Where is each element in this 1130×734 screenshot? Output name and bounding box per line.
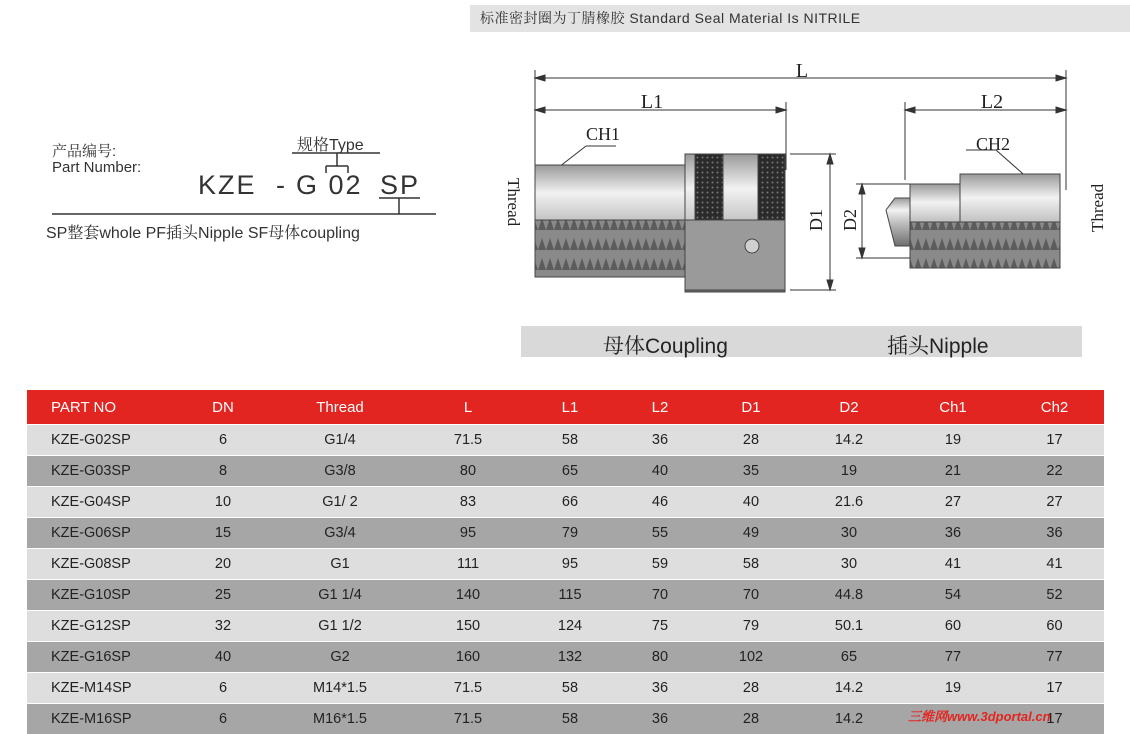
table-row (27, 580, 1104, 610)
table-cell: 28 (742, 432, 760, 448)
header-cell: L2 (651, 398, 669, 416)
code-series: G 02 (296, 170, 363, 200)
table-cell: 71.5 (453, 432, 483, 448)
table-cell: 36 (944, 525, 962, 541)
table-cell: 36 (651, 680, 669, 696)
table-cell: 83 (459, 494, 477, 510)
dim-L2-label: L2 (980, 91, 1004, 113)
dim-D1-label: D1 (806, 209, 826, 231)
table-cell: 44.8 (834, 587, 864, 603)
table-cell: 77 (944, 649, 962, 665)
code-dash: - (276, 170, 287, 200)
table-cell: 70 (742, 587, 760, 603)
part-number-cell: KZE-G10SP (51, 587, 131, 603)
table-cell: 70 (651, 587, 669, 603)
table-cell: 58 (742, 556, 760, 572)
part-number-cell: KZE-G03SP (51, 463, 131, 479)
table-cell: 14.2 (834, 711, 864, 727)
table-cell: 21 (944, 463, 962, 479)
table-cell: 40 (742, 494, 760, 510)
table-header (27, 390, 1104, 424)
type-label: 规格Type (297, 137, 364, 154)
table-cell: 160 (455, 649, 481, 665)
header-cell: Ch1 (939, 398, 967, 416)
table-cell: 6 (218, 432, 228, 448)
table-cell: G1 (330, 556, 350, 572)
header-cell: D1 (741, 398, 761, 416)
header-cell: Ch2 (1040, 398, 1069, 416)
table-cell: 50.1 (834, 618, 864, 634)
spec-table (27, 390, 1104, 734)
table-cell: 27 (1046, 494, 1063, 510)
header-cell: DN (212, 398, 234, 416)
table-cell: 22 (1046, 463, 1063, 479)
part-number-cell: KZE-G06SP (51, 525, 131, 541)
header-cell: PART NO (51, 398, 117, 416)
dim-L1-label: L1 (640, 91, 664, 113)
part-number-cell: KZE-G16SP (51, 649, 131, 665)
table-cell: 77 (1046, 649, 1063, 665)
table-cell: 102 (738, 649, 764, 665)
table-cell: 41 (944, 556, 962, 572)
table-cell: 79 (561, 525, 579, 541)
table-cell: 14.2 (834, 680, 864, 696)
table-cell: G1/4 (324, 432, 356, 448)
table-row (27, 518, 1104, 548)
table-cell: 28 (742, 711, 760, 727)
table-cell: 71.5 (453, 680, 483, 696)
header-cell: D2 (839, 398, 859, 416)
table-cell: 32 (214, 618, 232, 634)
table-cell: 30 (840, 525, 858, 541)
table-row (27, 549, 1104, 579)
table-cell: 132 (557, 649, 583, 665)
table-cell: 6 (218, 680, 228, 696)
table-cell: G1/ 2 (322, 494, 358, 510)
table-cell: 36 (651, 432, 669, 448)
table-cell: 46 (651, 494, 669, 510)
table-row (27, 425, 1104, 455)
table-cell: 25 (214, 587, 232, 603)
caption-nipple: 插头Nipple (887, 335, 989, 358)
dim-CH1-label: CH1 (586, 124, 621, 144)
dim-D2-label: D2 (840, 209, 860, 231)
header-cell: Thread (316, 398, 364, 416)
caption-coupling: 母体Coupling (603, 335, 728, 358)
dim-CH2-label: CH2 (976, 134, 1011, 154)
table-cell: 71.5 (453, 711, 483, 727)
table-cell: 17 (1046, 680, 1063, 696)
table-cell: 28 (742, 680, 760, 696)
table-cell: 20 (214, 556, 232, 572)
table-cell: 36 (651, 711, 669, 727)
code-prefix: KZE (198, 170, 257, 200)
table-cell: 49 (742, 525, 760, 541)
table-cell: 14.2 (834, 432, 864, 448)
table-cell: 40 (651, 463, 669, 479)
table-cell: 60 (1046, 618, 1063, 634)
coupling-nipple-drawing (490, 50, 1130, 300)
part-number-label-cn: 产品编号: (52, 143, 117, 160)
code-suffix: SP (380, 170, 421, 200)
table-cell: 15 (214, 525, 232, 541)
part-number-connector-lines (0, 0, 470, 240)
table-cell: 6 (218, 711, 228, 727)
table-cell: 140 (455, 587, 481, 603)
table-row (27, 673, 1104, 703)
table-cell: G2 (330, 649, 350, 665)
part-number-label-en: Part Number: (52, 159, 142, 176)
table-row (27, 642, 1104, 672)
table-cell: 58 (561, 680, 579, 696)
table-cell: 65 (840, 649, 858, 665)
table-cell: 19 (944, 432, 962, 448)
table-cell: 55 (651, 525, 669, 541)
table-cell: 124 (557, 618, 583, 634)
thread-label-right: Thread (1088, 183, 1107, 232)
table-cell: 75 (651, 618, 669, 634)
table-cell: 95 (459, 525, 477, 541)
table-cell: 19 (944, 680, 962, 696)
table-cell: 79 (742, 618, 760, 634)
part-number-cell: KZE-G08SP (51, 556, 131, 572)
table-cell: 66 (561, 494, 579, 510)
table-cell: 8 (218, 463, 228, 479)
table-cell: 19 (840, 463, 858, 479)
table-cell: 17 (1046, 432, 1063, 448)
part-number-cell: KZE-M16SP (51, 711, 132, 727)
table-cell: 59 (651, 556, 669, 572)
table-cell: 40 (214, 649, 232, 665)
table-cell: 95 (561, 556, 579, 572)
table-cell: 65 (561, 463, 579, 479)
table-cell: G3/8 (324, 463, 356, 479)
dim-L-label: L (795, 60, 809, 82)
table-cell: G1 1/2 (318, 618, 362, 634)
table-cell: 111 (456, 556, 480, 572)
part-number-cell: KZE-G12SP (51, 618, 131, 634)
table-cell: M16*1.5 (312, 711, 367, 727)
part-number-cell: KZE-G04SP (51, 494, 131, 510)
part-number-cell: KZE-G02SP (51, 432, 131, 448)
table-cell: 54 (944, 587, 962, 603)
watermark: 三维网www.3dportal.cn (908, 709, 1051, 724)
table-cell: 80 (651, 649, 669, 665)
table-cell: 80 (459, 463, 477, 479)
header-cell: L (463, 398, 473, 416)
table-cell: 150 (455, 618, 481, 634)
table-cell: 52 (1046, 587, 1063, 603)
table-cell: G1 1/4 (318, 587, 362, 603)
table-cell: 30 (840, 556, 858, 572)
table-cell: G3/4 (324, 525, 356, 541)
part-number-cell: KZE-M14SP (51, 680, 132, 696)
table-cell: 35 (742, 463, 760, 479)
table-row (27, 611, 1104, 641)
table-row (27, 487, 1104, 517)
thread-label-left: Thread (504, 178, 523, 227)
suffix-legend: SP整套whole PF插头Nipple SF母体coupling (46, 225, 360, 242)
table-cell: 115 (558, 587, 582, 603)
table-cell: M14*1.5 (312, 680, 367, 696)
table-cell: 21.6 (834, 494, 864, 510)
table-cell: 41 (1046, 556, 1063, 572)
seal-note: 标准密封圈为丁腈橡胶 Standard Seal Material Is NITRILE (480, 10, 861, 26)
table-cell: 17 (1046, 711, 1063, 727)
table-row (27, 456, 1104, 486)
header-cell: L1 (561, 398, 579, 416)
table-cell: 60 (944, 618, 962, 634)
table-cell: 58 (561, 711, 579, 727)
table-cell: 36 (1046, 525, 1063, 541)
table-cell: 10 (214, 494, 232, 510)
table-cell: 58 (561, 432, 579, 448)
table-cell: 27 (944, 494, 962, 510)
table-body (27, 424, 1104, 734)
